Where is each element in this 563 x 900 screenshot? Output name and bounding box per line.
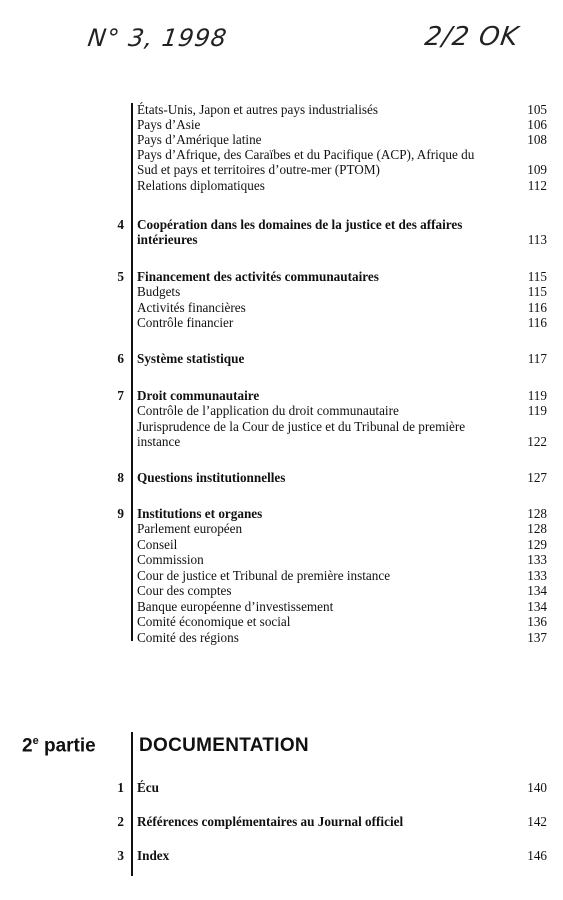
toc-entry-page: 119 (527, 403, 547, 418)
toc-entry-title: Budgets (137, 284, 181, 299)
toc-entry-title: États-Unis, Japon et autres pays industrialisés (137, 102, 378, 117)
toc-entry-page: 112 (527, 178, 547, 193)
chapter-number: 9 (117, 506, 124, 521)
toc-entry-page: 116 (527, 315, 547, 330)
chapter-number: 2 (117, 814, 124, 829)
toc-entry-page: 115 (527, 269, 547, 284)
chapter-number: 7 (117, 388, 124, 403)
handwritten-issue-number: N° 3, 1998 (86, 24, 230, 52)
toc-entry-page: 134 (527, 583, 547, 598)
toc-entry-title: Pays d’Afrique, des Caraïbes et du Pacifique (ACP), Afrique du Sud et pays et territoires d’outre-mer (PTOM) (137, 147, 475, 177)
toc-entry (137, 420, 547, 449)
toc-entry (137, 553, 547, 568)
toc-entry-page: 127 (527, 470, 547, 485)
toc-entry-title: Pays d’Amérique latine (137, 132, 262, 147)
toc-entry (137, 584, 547, 599)
chapter-number: 8 (117, 470, 124, 485)
toc-entry-title: Références complémentaires au Journal officiel (137, 814, 404, 829)
toc-entry-title: Questions institutionnelles (137, 470, 286, 485)
toc-entry-page: 109 (527, 161, 547, 177)
toc-entry-title: Comité des régions (137, 630, 239, 645)
part-number: 2 (22, 735, 33, 757)
toc-entry-page: 134 (527, 599, 547, 614)
toc-entry (137, 522, 547, 537)
toc-entry (137, 285, 547, 300)
toc-entry-title: Parlement européen (137, 521, 243, 536)
toc-chapter-entry (137, 352, 547, 367)
toc-chapter-entry (137, 471, 547, 486)
toc-entry-page: 128 (527, 506, 547, 521)
toc-entry-title: Index (137, 848, 170, 863)
toc-chapter-entry (137, 781, 547, 796)
chapter-number: 5 (117, 269, 124, 284)
toc-entry (137, 148, 547, 177)
toc-chapter-entry (137, 849, 547, 864)
toc-entry-page: 133 (527, 552, 547, 567)
toc-entry-page: 146 (527, 848, 547, 863)
toc-chapter-entry (137, 389, 547, 404)
toc-chapter-entry (137, 218, 547, 247)
toc-chapter-entry (137, 270, 547, 285)
toc-entry-title: Comité économique et social (137, 614, 291, 629)
handwritten-check-mark: 2/2 OK (422, 22, 521, 52)
toc-entry-page: 113 (527, 231, 547, 247)
toc-entry-page: 137 (527, 630, 547, 645)
toc-divider-line-part2 (131, 732, 133, 876)
toc-entry-title: Relations diplomatiques (137, 178, 265, 193)
toc-entry (137, 538, 547, 553)
toc-chapter-entry (137, 815, 547, 830)
toc-entry-page: 105 (527, 102, 547, 117)
toc-entry-title: Activités financières (137, 300, 246, 315)
toc-entry-title: Commission (137, 552, 204, 567)
chapter-number: 3 (117, 848, 124, 863)
toc-entry-page: 136 (527, 614, 547, 629)
toc-entry-title: Cour de justice et Tribunal de première instance (137, 568, 391, 583)
toc-entry (137, 133, 547, 148)
toc-entry-title: Contrôle financier (137, 315, 234, 330)
toc-entry-page: 117 (527, 351, 547, 366)
toc-entry-page: 116 (527, 300, 547, 315)
toc-entry (137, 404, 547, 419)
toc-entry-page: 129 (527, 537, 547, 552)
toc-entry (137, 301, 547, 316)
toc-entry (137, 316, 547, 331)
toc-entry-title: Jurisprudence de la Cour de justice et du Tribunal de première instance (137, 419, 466, 449)
toc-entry-page: 128 (527, 521, 547, 536)
part-word: partie (38, 735, 96, 757)
toc-entry-page: 140 (527, 780, 547, 795)
toc-entry-title: Conseil (137, 537, 178, 552)
toc-entry-title: Écu (137, 780, 159, 795)
chapter-number: 1 (117, 780, 124, 795)
toc-entry-page: 108 (527, 132, 547, 147)
toc-entry-page: 106 (527, 117, 547, 132)
toc-entry-title: Banque européenne d’investissement (137, 599, 334, 614)
part-label (22, 735, 96, 757)
chapter-number: 6 (117, 351, 124, 366)
toc-entry-page: 133 (527, 568, 547, 583)
toc-entry-title: Institutions et organes (137, 506, 263, 521)
toc-entry-page: 142 (527, 814, 547, 829)
toc-entry-title: Droit communautaire (137, 388, 260, 403)
toc-entry-title: Système statistique (137, 351, 245, 366)
toc-entry (137, 118, 547, 133)
toc-entry (137, 600, 547, 615)
toc-entry-title: Coopération dans les domaines de la justice et des affaires intérieures (137, 217, 463, 247)
toc-entry-page: 119 (527, 388, 547, 403)
part-title: DOCUMENTATION (139, 735, 309, 756)
toc-entry-title: Cour des comptes (137, 583, 232, 598)
part-number-suffix: e (32, 735, 39, 747)
toc-entry (137, 569, 547, 584)
toc-entry (137, 615, 547, 630)
chapter-number: 4 (117, 217, 124, 232)
toc-entry-page: 115 (527, 284, 547, 299)
toc-divider-line (131, 103, 133, 641)
toc-entry (137, 179, 547, 194)
toc-entry (137, 103, 547, 118)
toc-entry-title: Pays d’Asie (137, 117, 201, 132)
toc-chapter-entry (137, 507, 547, 522)
toc-entry-page: 122 (527, 433, 547, 449)
toc-entry-title: Contrôle de l’application du droit communautaire (137, 403, 399, 418)
toc-entry-title: Financement des activités communautaires (137, 269, 379, 284)
toc-entry (137, 631, 547, 646)
